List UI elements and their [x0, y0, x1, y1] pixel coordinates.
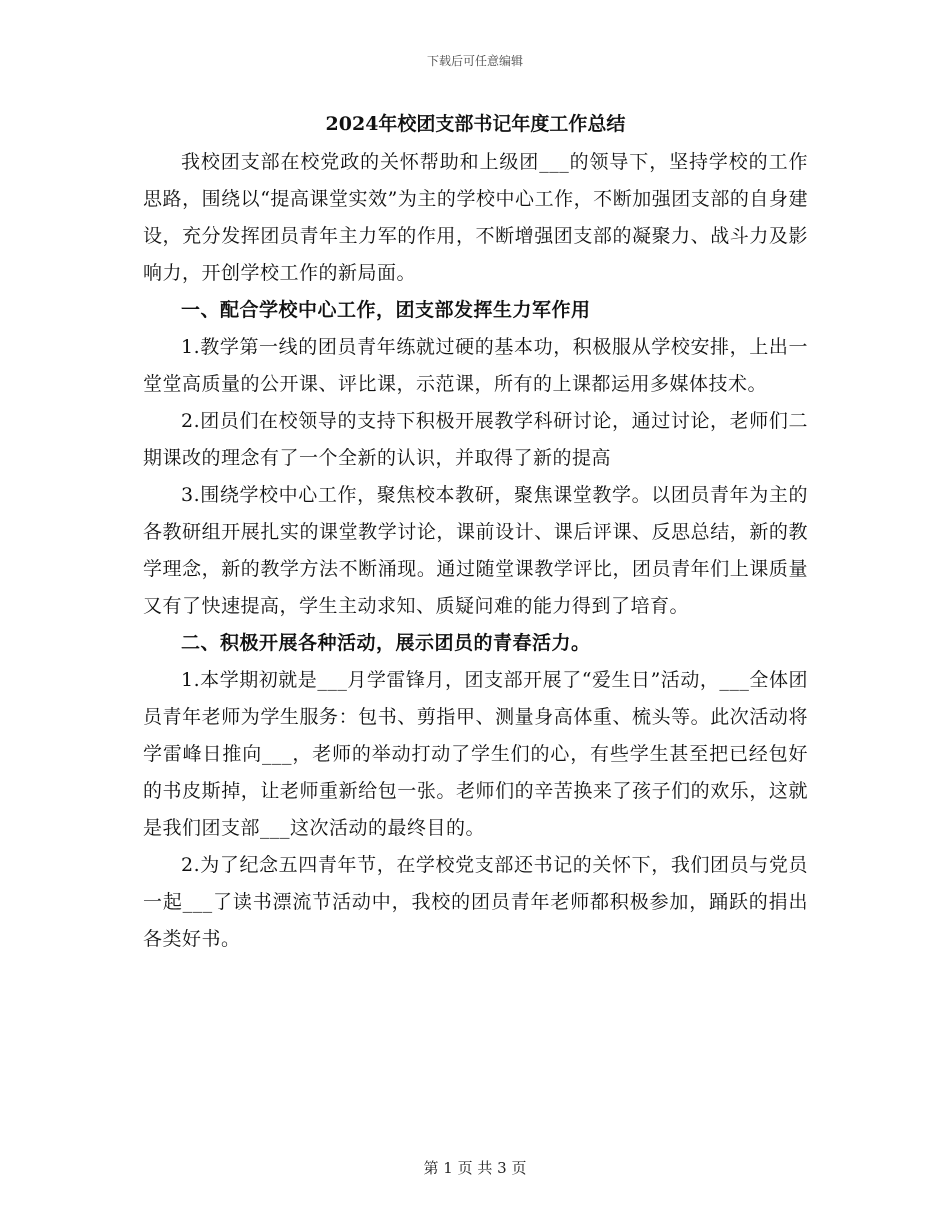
intro-paragraph: 我校团支部在校党政的关怀帮助和上级团___的领导下，坚持学校的工作思路，围绕以“提高课堂实效”为主的学校中心工作，不断加强团支部的自身建设，充分发挥团员青年主力军的作用，不断增强团支部的凝聚力、战斗力及影响力，开创学校工作的新局面。 [143, 151, 808, 284]
section-1-item-3: 3.围绕学校中心工作，聚焦校本教研，聚焦课堂教学。以团员青年为主的各教研组开展扎实的课堂教学讨论，课前设计、课后评课、反思总结，新的教学理念，新的教学方法不断涌现。通过随堂课教学评比，团员青年们上课质量又有了快速提高，学生主动求知、质疑问难的能力得到了培育。 [143, 484, 808, 617]
page-footer: 第 1 页 共 3 页 [423, 1159, 527, 1177]
section-2-heading: 二、积极开展各种活动，展示团员的青春活力。 [181, 632, 591, 654]
section-2-item-2: 2.为了纪念五四青年节，在学校党支部还书记的关怀下，我们团员与党员一起___了读书漂流节活动中，我校的团员青年老师都积极参加，踊跃的捐出各类好书。 [143, 854, 808, 950]
section-2-item-1: 1.本学期初就是___月学雷锋月，团支部开展了“爱生日”活动，___全体团员青年老师为学生服务：包书、剪指甲、测量身高体重、梳头等。此次活动将学雷峰日推向___，老师的举动打动了学生们的心，有些学生甚至把已经包好的书皮斯掉，让老师重新给包一张。老师们的辛苦换来了孩子们的欢乐，这就是我们团支部___这次活动的最终目的。 [143, 669, 808, 839]
page-header-note: 下载后可任意编辑 [426, 54, 523, 68]
section-1-item-2: 2.团员们在校领导的支持下积极开展教学科研讨论，通过讨论，老师们二期课改的理念有了一个全新的认识，并取得了新的提高 [143, 410, 808, 469]
document-title: 2024年校团支部书记年度工作总结 [325, 113, 626, 135]
section-1-heading: 一、配合学校中心工作，团支部发挥生力军作用 [181, 299, 591, 321]
section-1-item-1: 1.教学第一线的团员青年练就过硬的基本功，积极服从学校安排，上出一堂堂高质量的公开课、评比课，示范课，所有的上课都运用多媒体技术。 [143, 336, 808, 395]
document-body [143, 110, 808, 958]
